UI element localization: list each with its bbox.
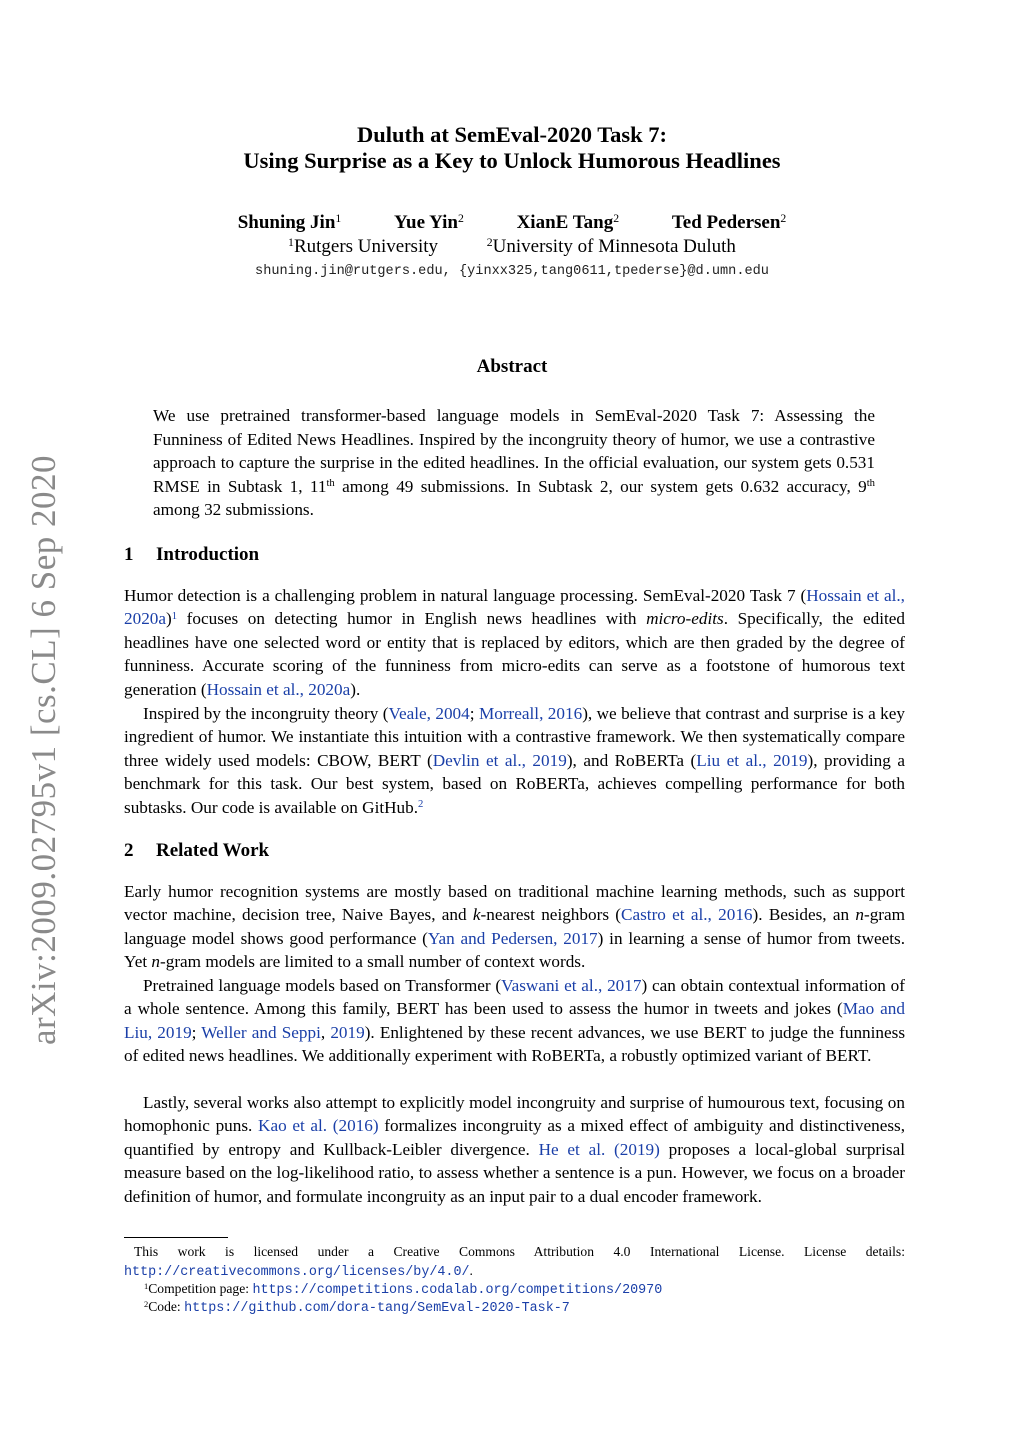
intro-paragraph-2: Inspired by the incongruity theory (Veale, 2004; Morreall, 2016), we believe that contrast and surprise is a key ingredient of humor. We instantiate this intuition with a contrastive framework. We then systematically compare three widely used models: CBOW, BERT (Devlin et al., 2019), and RoBERTa (Liu et al., 2019), providing a benchmark for this task. Our best system, based on RoBERTa, achieves compelling performance for both subtasks. Our code is available on GitHub.$^2$ (124, 704, 905, 817)
affiliation-list (100, 236, 924, 258)
license-footnote: This work is licensed under a Creative Commons Attribution 4.0 International License. License details: http://creativecommons.org/licenses/by/4.0/. (124, 1244, 905, 1280)
author: Ted Pedersen$^2$ (671, 212, 787, 233)
citation-link[interactable]: Castro et al., 2016 (621, 905, 753, 925)
section-heading-introduction: 1 Introduction (124, 544, 260, 565)
intro-paragraph-1: Humor detection is a challenging problem in natural language processing. SemEval-2020 Task 7 (Hossain et al., 2020a)$^1$ focuses on detecting humor in English news headlines with micro-edits. Specifically, the edited headlines have one selected word or entity that is replaced by editors, which are then graded by the degree of funniness. Accurate scoring of the funniness from micro-edits can serve as a footstone of humorous text generation (Hossain et al., 2020a). (124, 586, 905, 699)
citation-link[interactable]: Devlin et al., 2019 (432, 750, 567, 770)
citation-link[interactable]: Weller and Seppi (201, 1022, 321, 1042)
affiliation: $^1$Rutgers University (288, 236, 439, 257)
code-url-link[interactable]: https://github.com/dora-tang/SemEval-2020-Task-7 (184, 1301, 570, 1316)
footnote-2: $^2$Code: https://github.com/dora-tang/SemEval-2020-Task-7 (144, 1298, 570, 1316)
citation-link[interactable]: Kao et al. (2016) (258, 1116, 379, 1136)
footnote-divider (124, 1237, 228, 1238)
affiliation: $^2$University of Minnesota Duluth (486, 236, 736, 257)
abstract-heading: Abstract (476, 356, 548, 377)
license-url-link[interactable]: http://creativecommons.org/licenses/by/4.0/ (124, 1264, 470, 1280)
footnote-mark[interactable]: 2 (418, 799, 424, 811)
competition-url-link[interactable]: https://competitions.codalab.org/competitions/20970 (252, 1283, 663, 1298)
author-list (100, 212, 924, 234)
citation-link[interactable]: Veale, 2004 (388, 704, 470, 723)
author: Yue Yin$^2$ (394, 212, 464, 233)
arxiv-stamp-text: arXiv:2009.02795v1 [cs.CL] 6 Sep 2020 (24, 454, 63, 1046)
author: Shuning Jin$^1$ (237, 212, 342, 233)
paper-title-line-1: Duluth at SemEval-2020 Task 7: (356, 122, 668, 147)
author-emails: shuning.jin@rutgers.edu, {yinxx325,tang0611,tpederse}@d.umn.edu (255, 264, 769, 279)
citation-link[interactable]: Vaswani et al., 2017 (501, 976, 642, 995)
abstract-body: We use pretrained transformer-based language models in SemEval-2020 Task 7: Assessing the Funniness of Edited News Headlines. Inspired by the incongruity theory of humor, we use a contrastive approach to capture the surprise in the edited headlines. In the official evaluation, our system gets 0.531 RMSE in Subtask 1, 11th among 49 submissions. In Subtask 2, our system gets 0.632 accuracy, 9th among 32 submissions. (153, 406, 875, 519)
related-paragraph-2: Pretrained language models based on Transformer (Vaswani et al., 2017) can obtain contextual information of a whole sentence. Among this family, BERT has been used to assess the humor in tweets and jokes (Mao and Liu, 2019; Weller and Seppi, 2019). Enlightened by these recent advances, we use BERT to judge the funniness of edited news headlines. We additionally experiment with RoBERTa, a robustly optimized variant of BERT. (124, 976, 906, 1066)
paper-title-line-2: Using Surprise as a Key to Unlock Humorous Headlines (243, 148, 781, 173)
footnote-1: $^1$Competition page: https://competitions.codalab.org/competitions/20970 (144, 1280, 663, 1298)
footnote-mark[interactable]: 1 (171, 611, 178, 623)
citation-link[interactable]: He et al. (2019) (538, 1139, 660, 1159)
related-paragraph-3: Lastly, several works also attempt to explicitly model incongruity and surprise of humourous text, focusing on homophonic puns. Kao et al. (2016) formalizes incongruity as a mixed effect of ambiguity and distinctiveness, quantified by entropy and Kullback-Leibler divergence. He et al. (2019) proposes a local-global surprisal measure based on the log-likelihood ratio, to assess whether a sentence is a pun. However, we focus on a broader definition of humor, and formulate incongruity as an input pair to a dual encoder framework. (124, 1093, 906, 1206)
author: XianE Tang$^2$ (516, 212, 620, 233)
citation-link[interactable]: Morreall, 2016 (478, 704, 583, 723)
citation-link[interactable]: Yan and Pedersen, 2017 (427, 928, 598, 948)
citation-link[interactable]: Mao and Liu, 2019 (124, 999, 905, 1042)
related-paragraph-1: Early humor recognition systems are mostly based on traditional machine learning methods, such as support vector machine, decision tree, Naive Bayes, and k-nearest neighbors (Castro et al., 2016). Besides, an n-gram language model shows good performance (Yan and Pedersen, 2017) in learning a sense of humor from tweets. Yet n-gram models are limited to a small number of context words. (124, 882, 906, 972)
citation-link[interactable]: Hossain et al., 2020a (124, 586, 905, 629)
citation-link[interactable]: Hossain et al., 2020a (206, 679, 351, 699)
citation-link[interactable]: Liu et al., 2019 (696, 750, 808, 770)
citation-link[interactable]: 2019 (330, 1022, 365, 1042)
section-heading-related-work: 2 Related Work (124, 840, 270, 861)
